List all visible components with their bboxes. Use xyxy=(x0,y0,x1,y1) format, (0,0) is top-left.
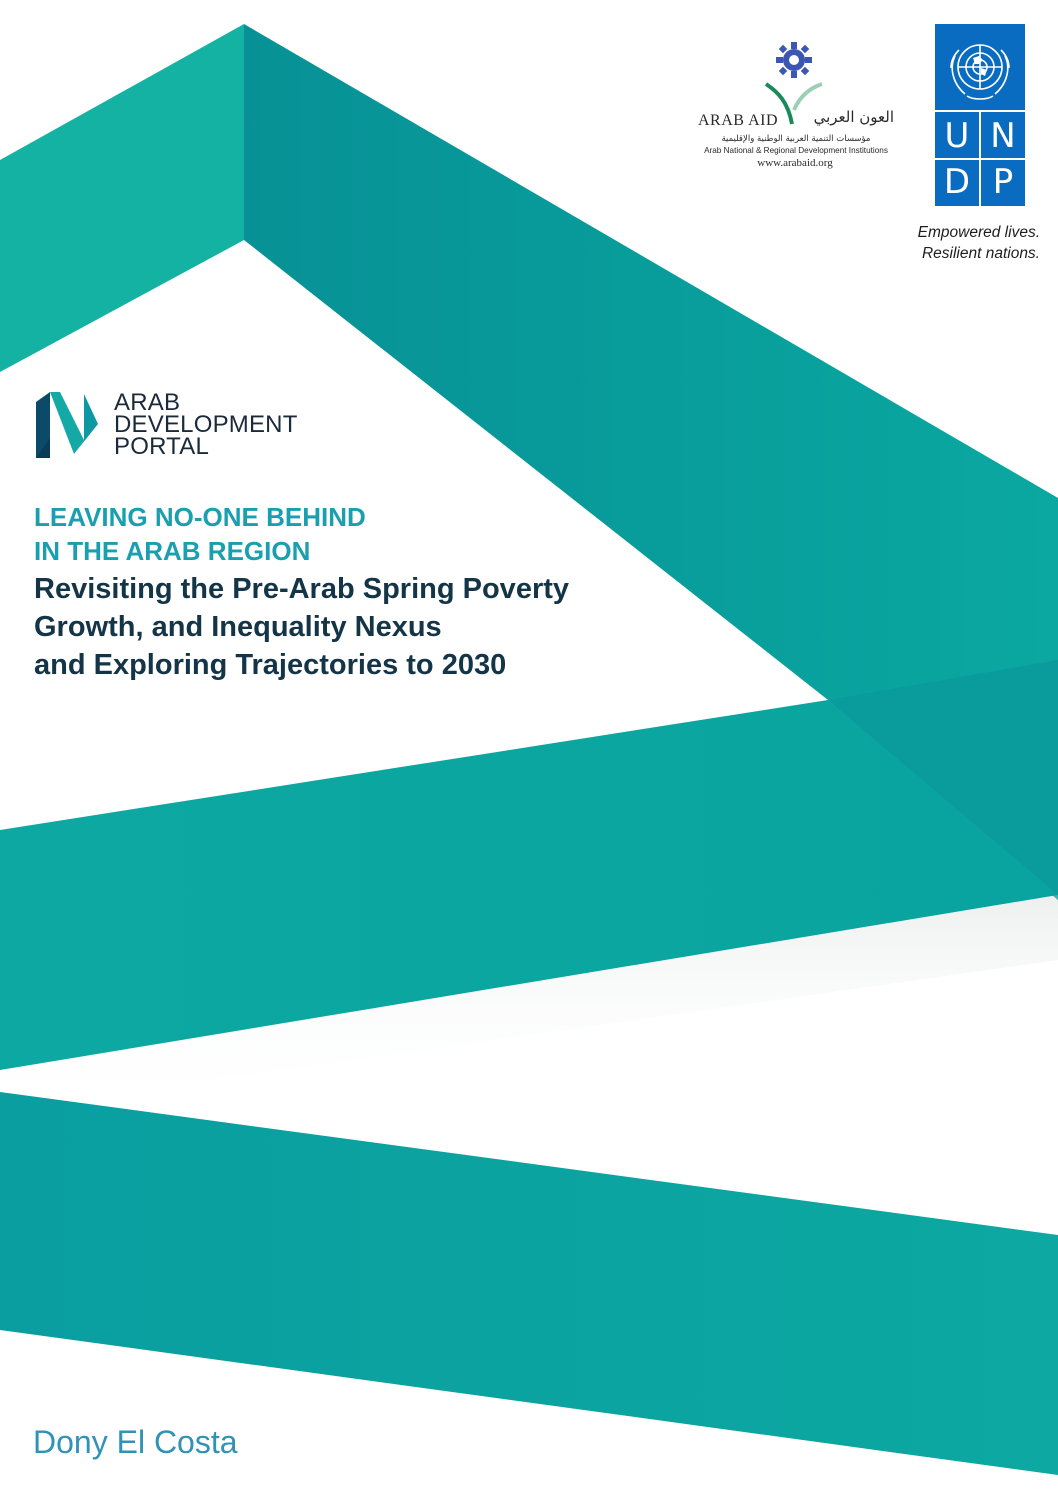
arab-aid-subtitle-ar: مؤسسات التنمية العربية الوطنية والإقليمية xyxy=(721,134,871,144)
arab-aid-name-ar: العون العربي xyxy=(813,108,894,126)
arab-development-portal-logo xyxy=(36,390,316,460)
undp-letter-d: D xyxy=(943,162,971,202)
undp-tagline xyxy=(880,222,1040,264)
arab-aid-name-en: ARAB AID xyxy=(698,112,779,129)
arab-aid-subtitle-en: Arab National & Regional Development Institutions xyxy=(704,146,888,155)
arab-aid-url: www.arabaid.org xyxy=(757,157,833,169)
adp-monogram-icon xyxy=(36,390,102,458)
undp-tagline-line-2: Resilient nations. xyxy=(921,245,1040,262)
arab-aid-logo xyxy=(690,40,900,180)
adp-line-1: ARAB xyxy=(114,389,181,416)
adp-line-3: PORTAL xyxy=(114,433,210,460)
title-main-line-3: and Exploring Trajectories to 2030 xyxy=(34,649,507,681)
title-kicker-line-1: LEAVING NO-ONE BEHIND xyxy=(34,502,366,532)
title-kicker-line-2: IN THE ARAB REGION xyxy=(34,536,311,566)
undp-logo xyxy=(935,24,1025,206)
title-kicker xyxy=(34,500,366,568)
title-main-line-2: Growth, and Inequality Nexus xyxy=(34,611,442,643)
un-globe-icon xyxy=(945,34,1015,104)
title-main-line-1: Revisiting the Pre-Arab Spring Poverty xyxy=(34,573,570,605)
adp-line-2: DEVELOPMENT xyxy=(114,411,298,438)
undp-tagline-line-1: Empowered lives. xyxy=(917,224,1040,241)
title-main xyxy=(34,570,569,684)
ribbon-top-left xyxy=(0,24,244,372)
undp-letter-n: N xyxy=(990,116,1016,156)
undp-letter-u: U xyxy=(944,116,970,156)
undp-letter-p: P xyxy=(992,162,1014,202)
ribbon-bottom xyxy=(0,1092,1058,1475)
author-name: Dony El Costa xyxy=(33,1424,238,1460)
